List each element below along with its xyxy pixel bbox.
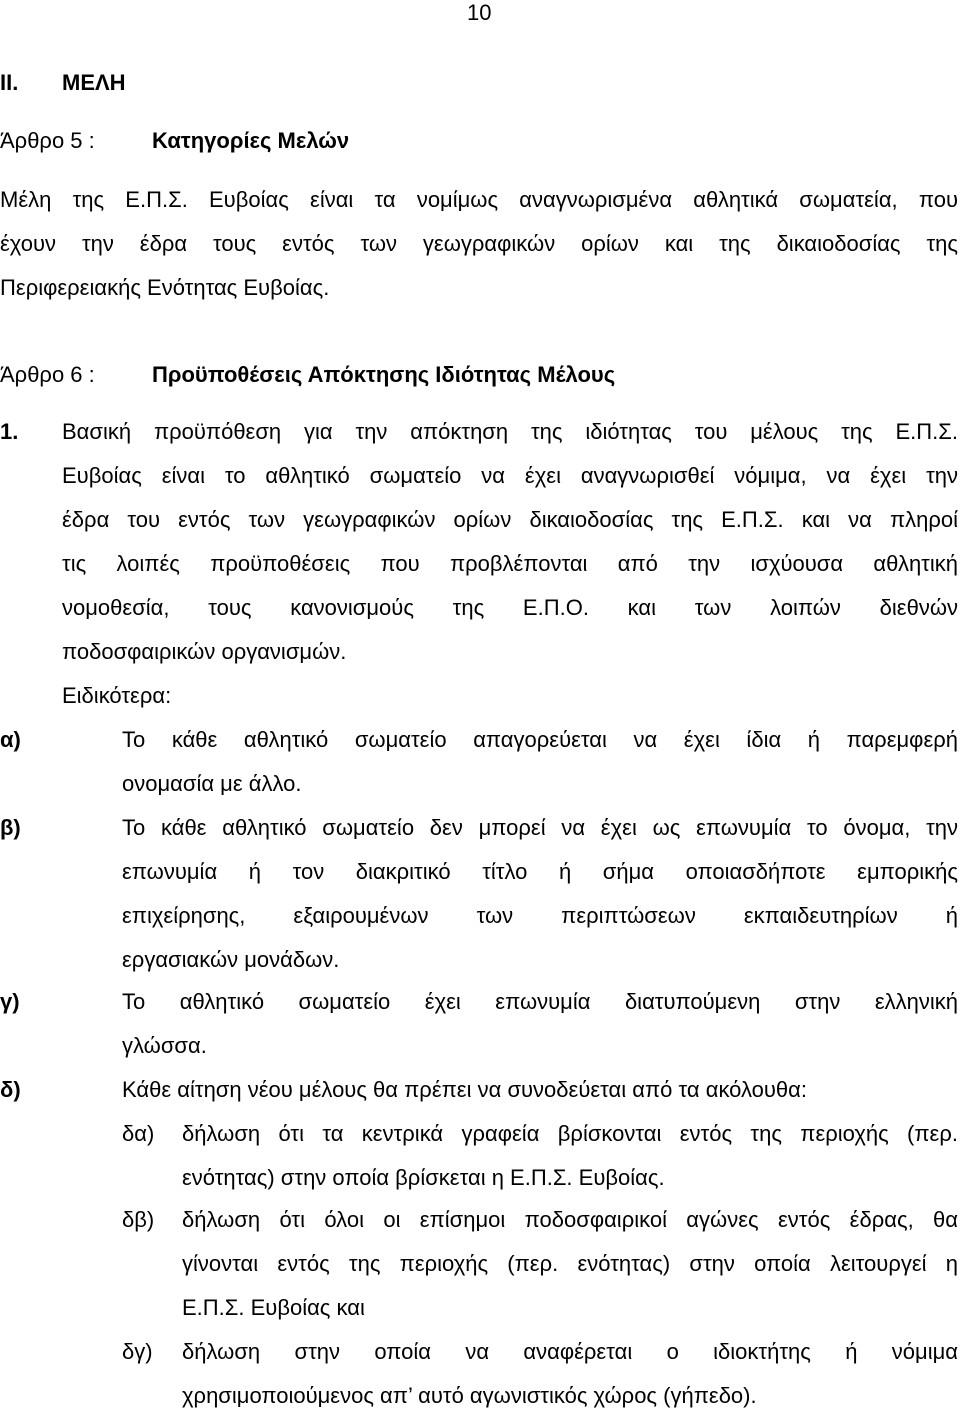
item-letter: γ) (0, 989, 20, 1014)
section-title-text: ΜΕΛΗ (62, 70, 126, 95)
subitem-line: δήλωση ότι τα κεντρικά γραφεία βρίσκονται εντός της περιοχής (περ. (182, 1121, 958, 1146)
item-letter: α) (0, 727, 21, 752)
subitem-line: δήλωση στην οποία να αναφέρεται ο ιδιοκτήτης ή νόμιμα (182, 1339, 958, 1364)
condition-line: Βασική προϋπόθεση για την απόκτηση της ιδιότητας του μέλους της Ε.Π.Σ. (62, 419, 958, 444)
item-line: εργασιακών μονάδων. (122, 947, 340, 972)
specifically-label: Ειδικότερα: (62, 683, 172, 708)
page-number: 10 (467, 0, 492, 25)
item-line: ονομασία με άλλο. (122, 771, 302, 796)
condition-line: έδρα του εντός των γεωγραφικών ορίων δικαιοδοσίας της Ε.Π.Σ. και να πληροί (62, 507, 958, 532)
subitem-line: Ε.Π.Σ. Ευβοίας και (182, 1295, 365, 1320)
subitem-line: δήλωση ότι όλοι οι επίσημοι ποδοσφαιρικοί αγώνες εντός έδρας, θα (182, 1207, 958, 1232)
subitem-line: χρησιμοποιούμενος απ’ αυτό αγωνιστικός χώρος (γήπεδο). (182, 1383, 757, 1408)
section-number: II. (0, 70, 19, 95)
section-title (0, 70, 126, 96)
condition-number: 1. (0, 419, 19, 444)
article-5-header (0, 128, 349, 154)
condition-line: ποδοσφαιρικών οργανισμών. (62, 639, 347, 664)
item-line: επιχείρησης, εξαιρουμένων των περιπτώσεων εκπαιδευτηρίων ή (122, 903, 958, 928)
condition-1 (0, 410, 960, 674)
article-5-paragraph (0, 178, 958, 310)
item-line: Κάθε αίτηση νέου μέλους θα πρέπει να συνοδεύεται από τα ακόλουθα: (122, 1077, 807, 1102)
item-line: επωνυμία ή τον διακριτικό τίτλο ή σήμα οποιασδήποτε εμπορικής (122, 859, 958, 884)
subitem-label: δβ) (122, 1207, 155, 1232)
condition-line: Ευβοίας είναι το αθλητικό σωματείο να έχει αναγνωρισθεί νόμιμα, να έχει την (62, 463, 958, 488)
paragraph-line: Μέλη της Ε.Π.Σ. Ευβοίας είναι τα νομίμως αναγνωρισμένα αθλητικά σωματεία, που (0, 187, 958, 212)
condition-line: τις λοιπές προϋποθέσεις που προβλέπονται από την ισχύουσα αθλητική (62, 551, 958, 576)
article-5-heading: Κατηγορίες Μελών (152, 128, 350, 153)
item-line: γλώσσα. (122, 1033, 207, 1058)
article-6-header (0, 362, 615, 388)
item-line: Το αθλητικό σωματείο έχει επωνυμία διατυπούμενη στην ελληνική (122, 989, 958, 1014)
article-6-heading: Προϋποθέσεις Απόκτησης Ιδιότητας Μέλους (152, 362, 616, 387)
article-5-label: Άρθρο 5 : (0, 128, 95, 153)
subitem-label: δγ) (122, 1339, 153, 1364)
condition-line: νομοθεσία, τους κανονισμούς της Ε.Π.Ο. και των λοιπών διεθνών (62, 595, 958, 620)
subitem-line: γίνονται εντός της περιοχής (περ. ενότητας) στην οποία λειτουργεί η (182, 1251, 958, 1276)
article-6-label: Άρθρο 6 : (0, 362, 95, 387)
item-line: Το κάθε αθλητικό σωματείο δεν μπορεί να έχει ως επωνυμία το όνομα, την (122, 815, 958, 840)
subitem-line: ενότητας) στην οποία βρίσκεται η Ε.Π.Σ. Ευβοίας. (182, 1165, 665, 1190)
item-letter: β) (0, 815, 21, 840)
item-line: Το κάθε αθλητικό σωματείο απαγορεύεται να έχει ίδια ή παρεμφερή (122, 727, 958, 752)
item-letter: δ) (0, 1077, 21, 1102)
paragraph-line: Περιφερειακής Ενότητας Ευβοίας. (0, 275, 330, 300)
subitem-label: δα) (122, 1121, 155, 1146)
paragraph-line: έχουν την έδρα τους εντός των γεωγραφικών ορίων και της δικαιοδοσίας της (0, 231, 958, 256)
